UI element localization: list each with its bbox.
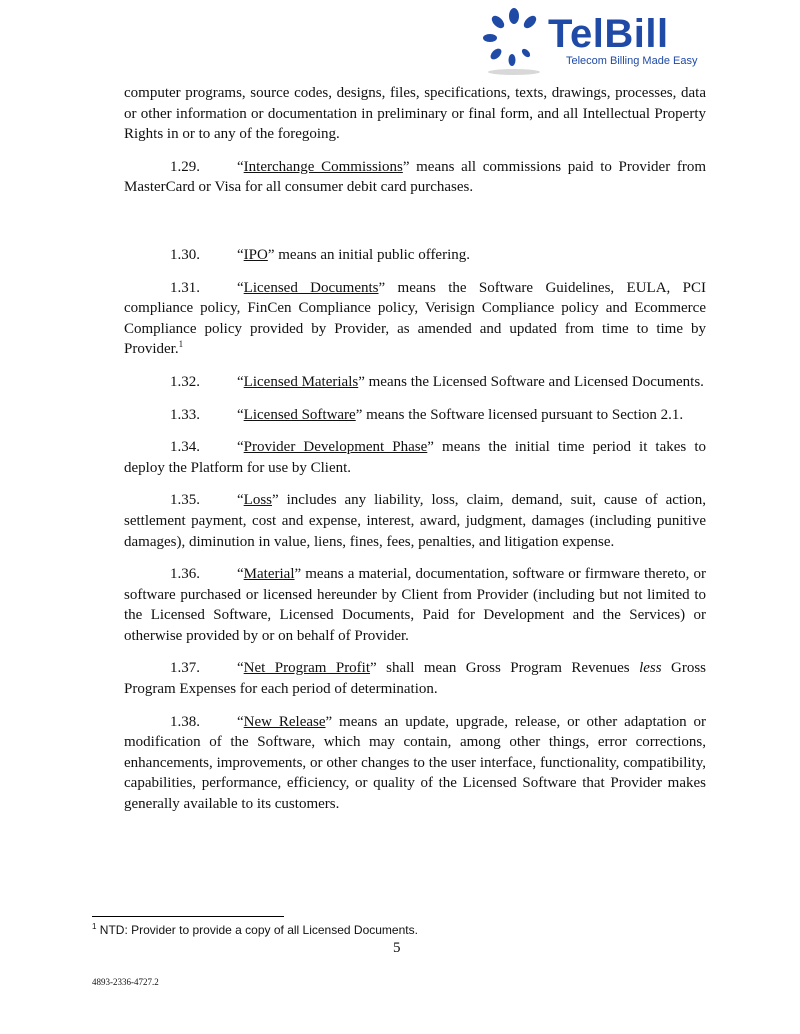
- footnote-reference: 1: [178, 339, 184, 350]
- definition-text: ” shall mean Gross Program Revenues: [370, 660, 640, 677]
- paragraph-continuation: [124, 83, 706, 145]
- open-quote: “: [237, 713, 244, 730]
- definition-text: ” means the initial time period it takes to deploy the Platform for use by Client.: [124, 439, 706, 476]
- footnote-mark: 1: [92, 922, 97, 931]
- definition-1-29: [124, 157, 706, 198]
- footnote-divider: [92, 916, 284, 917]
- paragraph-text: computer programs, source codes, designs, files, specifications, texts, drawings, processes, data or other information or documentation in preliminary or final form, and all Intellectual Property Rights in or to any of the foregoing.: [124, 85, 706, 143]
- document-id: 4893-2336-4727.2: [92, 977, 159, 987]
- footnote: [92, 923, 418, 938]
- open-quote: “: [237, 660, 244, 677]
- definition-text: ” means an update, upgrade, release, or other adaptation or modification of the Software, which may contain, among other things, error corrections, enhancements, improvements, or other changes to the user interface, functionality, compatibility, capabilities, performance, efficiency, or quality of the Licensed Software that Provider makes generally available to its customers.: [124, 713, 706, 813]
- section-number: 1.29.: [170, 158, 200, 175]
- defined-term: Material: [243, 566, 295, 583]
- definition-text: ” means a material, documentation, software or firmware thereto, or software purchased or licensed hereunder by Client from Provider (including but not limited to the Licensed Software, Licensed Documents, Paid for Development and the Services) or otherwise provided by or on behalf of Provider.: [124, 566, 706, 644]
- defined-term: Licensed Documents: [243, 279, 379, 296]
- definition-1-35: [124, 490, 706, 552]
- section-number: 1.35.: [170, 492, 200, 509]
- open-quote: “: [237, 373, 244, 390]
- section-number: 1.32.: [170, 373, 200, 390]
- defined-term: Net Program Profit: [243, 660, 371, 677]
- open-quote: “: [237, 279, 244, 296]
- open-quote: “: [237, 246, 244, 263]
- definition-1-31: [124, 278, 706, 360]
- defined-term: IPO: [243, 246, 268, 263]
- definition-text-continued: Gross Program Expenses for each period of determination.: [124, 660, 706, 698]
- section-number: 1.34.: [170, 439, 200, 456]
- section-number: 1.33.: [170, 406, 200, 423]
- definition-1-34: [124, 437, 706, 478]
- starburst-icon: [478, 6, 548, 76]
- telbill-logo: [478, 6, 708, 76]
- definition-text: ” means the Licensed Software and Licensed Documents.: [358, 373, 704, 390]
- definition-1-30: [124, 245, 706, 266]
- defined-term: Provider Development Phase: [243, 439, 428, 456]
- definition-text: ” means the Software Guidelines, EULA, PCI compliance policy, FinCen Compliance policy, Verisign Compliance policy and Ecommerce Compliance policy provided by Provider, as amended and updated from time to time by Provider.: [124, 279, 706, 358]
- section-number: 1.36.: [170, 566, 200, 583]
- definition-text: ” means the Software licensed pursuant to Section 2.1.: [355, 406, 684, 423]
- definition-text: ” means an initial public offering.: [267, 246, 471, 263]
- definition-1-33: [124, 405, 706, 426]
- logo-tagline: Telecom Billing Made Easy: [566, 55, 698, 67]
- definition-1-37: [124, 658, 706, 699]
- section-number: 1.30.: [170, 246, 200, 263]
- logo-name: TelBill: [548, 12, 669, 56]
- footnote-text: NTD: Provider to provide a copy of all Licensed Documents.: [96, 923, 418, 937]
- section-number: 1.37.: [170, 660, 200, 677]
- defined-term: New Release: [243, 713, 326, 730]
- defined-term: Interchange Commissions: [243, 158, 403, 175]
- defined-term: Licensed Materials: [243, 373, 359, 390]
- open-quote: “: [237, 158, 244, 175]
- definition-1-36: [124, 564, 706, 646]
- definition-1-32: [124, 372, 706, 393]
- definition-1-38: [124, 712, 706, 815]
- open-quote: “: [237, 439, 244, 456]
- emphasis-text: less: [639, 660, 662, 677]
- open-quote: “: [237, 566, 244, 583]
- open-quote: “: [237, 492, 244, 509]
- defined-term: Loss: [243, 492, 273, 509]
- section-number: 1.38.: [170, 713, 200, 730]
- page-number: 5: [393, 940, 401, 956]
- definition-text: ” includes any liability, loss, claim, demand, suit, cause of action, settlement payment, cost and expense, interest, award, judgment, damages (including punitive damages), diminution in value, liens, fines, fees, penalties, and litigation expense.: [124, 492, 706, 550]
- defined-term: Licensed Software: [243, 406, 356, 423]
- section-number: 1.31.: [170, 279, 200, 296]
- document-body: [124, 83, 706, 815]
- open-quote: “: [237, 406, 244, 423]
- definition-text: ” means all commissions paid to Provider from MasterCard or Visa for all consumer debit card purchases.: [124, 158, 706, 196]
